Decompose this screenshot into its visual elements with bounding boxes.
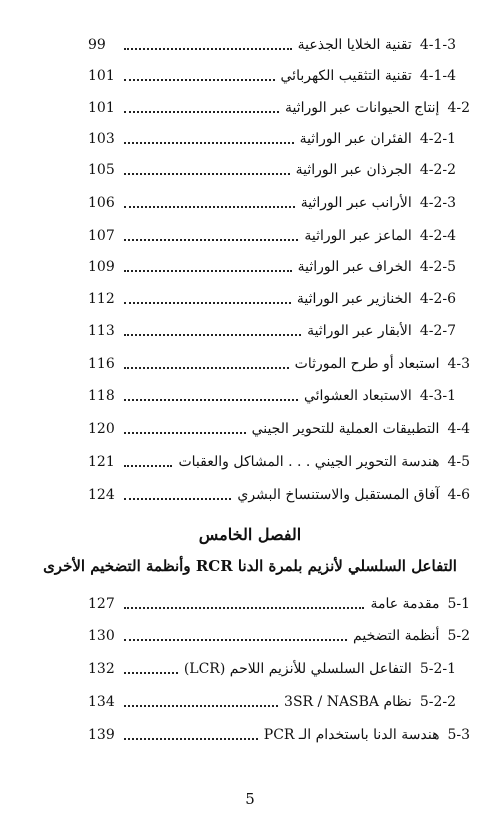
entry-title: مقدمة عامة bbox=[370, 596, 440, 612]
entry-number: 4-2-1 bbox=[419, 131, 456, 147]
entry-title: الفئران عبر الوراثية bbox=[299, 131, 412, 147]
dot-leader bbox=[124, 399, 298, 401]
toc-entry bbox=[88, 657, 456, 681]
entry-page: 132 bbox=[88, 661, 115, 677]
entry-page: 99 bbox=[88, 37, 106, 53]
entry-title: نظام 3SR / NASBA bbox=[284, 694, 412, 710]
entry-page: 109 bbox=[88, 259, 115, 275]
toc-entry bbox=[88, 287, 456, 311]
toc-entry bbox=[88, 224, 456, 248]
entry-page: 101 bbox=[88, 68, 115, 84]
toc-entry bbox=[88, 255, 456, 279]
entry-page: 107 bbox=[88, 228, 115, 244]
entry-title: الخنازير عبر الوراثية bbox=[296, 291, 412, 307]
entry-number: 4-2-2 bbox=[419, 162, 456, 178]
chapter-title: التفاعل السلسلي لأنزيم بلمرة الدنا RCR وأنظمة التضخيم الأخرى bbox=[43, 557, 457, 575]
entry-title: التطبيقات العملية للتحوير الجيني bbox=[251, 421, 440, 437]
entry-number: 4-2-5 bbox=[419, 259, 456, 275]
entry-page: 113 bbox=[88, 323, 115, 339]
entry-title: هندسة الدنا باستخدام الـ PCR bbox=[263, 727, 440, 743]
toc-entry bbox=[88, 158, 456, 182]
entry-title: الأرانب عبر الوراثية bbox=[300, 195, 412, 211]
entry-number: 5-3 bbox=[447, 727, 470, 743]
dot-leader bbox=[124, 206, 295, 208]
toc-entry bbox=[88, 483, 470, 507]
toc-entry bbox=[88, 96, 470, 120]
entry-title: أنظمة التضخيم bbox=[353, 628, 440, 644]
entry-page: 116 bbox=[88, 356, 115, 372]
toc-entry bbox=[88, 417, 470, 441]
entry-page: 120 bbox=[88, 421, 115, 437]
entry-page: 101 bbox=[88, 100, 115, 116]
entry-page: 103 bbox=[88, 131, 115, 147]
entry-page: 121 bbox=[88, 454, 115, 470]
dot-leader bbox=[124, 302, 291, 304]
dot-leader bbox=[124, 738, 258, 740]
toc-entry bbox=[88, 319, 456, 343]
entry-title: إنتاج الحيوانات عبر الوراثية bbox=[284, 100, 440, 116]
entry-page: 105 bbox=[88, 162, 115, 178]
entry-page: 130 bbox=[88, 628, 115, 644]
entry-number: 5-2 bbox=[447, 628, 470, 644]
dot-leader bbox=[124, 367, 289, 369]
entry-title: الأبقار عبر الوراثية bbox=[307, 323, 412, 339]
toc-entry bbox=[88, 450, 470, 474]
toc-entry bbox=[88, 592, 470, 616]
dot-leader bbox=[124, 334, 301, 336]
dot-leader bbox=[124, 48, 292, 50]
entry-number: 4-5 bbox=[447, 454, 470, 470]
toc-entry bbox=[88, 191, 456, 215]
dot-leader bbox=[124, 142, 294, 144]
entry-title: التفاعل السلسلي للأنزيم اللاحم (LCR) bbox=[183, 661, 412, 677]
entry-number: 4-3-1 bbox=[419, 388, 456, 404]
entry-page: 118 bbox=[88, 388, 115, 404]
entry-page: 106 bbox=[88, 195, 115, 211]
dot-leader bbox=[124, 432, 246, 434]
dot-leader bbox=[124, 705, 278, 707]
dot-leader bbox=[124, 672, 178, 674]
entry-title: آفاق المستقبل والاستنساخ البشري bbox=[237, 487, 440, 503]
entry-number: 4-6 bbox=[447, 487, 470, 503]
entry-number: 5-2-1 bbox=[419, 661, 456, 677]
entry-title: استبعاد أو طرح المورثات bbox=[294, 356, 440, 372]
dot-leader bbox=[124, 79, 275, 81]
entry-number: 4-2-4 bbox=[419, 228, 456, 244]
entry-page: 134 bbox=[88, 694, 115, 710]
dot-leader bbox=[124, 465, 172, 467]
dot-leader bbox=[124, 498, 231, 500]
entry-number: 4-3 bbox=[447, 356, 470, 372]
chapter-heading: الفصل الخامس bbox=[198, 525, 302, 544]
dot-leader bbox=[124, 111, 279, 113]
entry-number: 4-1-3 bbox=[419, 37, 456, 53]
dot-leader bbox=[124, 239, 298, 241]
dot-leader bbox=[124, 607, 364, 609]
entry-number: 4-4 bbox=[447, 421, 470, 437]
toc-entry bbox=[88, 127, 456, 151]
entry-number: 5-1 bbox=[447, 596, 470, 612]
entry-number: 4-2-6 bbox=[419, 291, 456, 307]
page-number: 5 bbox=[245, 790, 255, 808]
entry-page: 127 bbox=[88, 596, 115, 612]
toc-entry bbox=[88, 723, 470, 747]
toc-entry bbox=[88, 690, 456, 714]
entry-number: 4-1-4 bbox=[419, 68, 456, 84]
entry-page: 139 bbox=[88, 727, 115, 743]
entry-title: تقنية الخلايا الجذعية bbox=[297, 37, 412, 53]
entry-title: الماعز عبر الوراثية bbox=[304, 228, 412, 244]
toc-entry bbox=[88, 33, 456, 57]
entry-title: هندسة التحوير الجيني . . . المشاكل والعقبات bbox=[178, 454, 440, 470]
dot-leader bbox=[124, 173, 290, 175]
entry-title: الاستبعاد العشوائي bbox=[303, 388, 412, 404]
dot-leader bbox=[124, 270, 292, 272]
entry-title: الجرذان عبر الوراثية bbox=[295, 162, 412, 178]
entry-number: 4-2 bbox=[447, 100, 470, 116]
entry-number: 5-2-2 bbox=[419, 694, 456, 710]
toc-entry bbox=[88, 384, 456, 408]
entry-number: 4-2-7 bbox=[419, 323, 456, 339]
entry-title: الخراف عبر الوراثية bbox=[297, 259, 412, 275]
entry-page: 124 bbox=[88, 487, 115, 503]
toc-entry bbox=[88, 624, 470, 648]
toc-entry bbox=[88, 64, 456, 88]
entry-number: 4-2-3 bbox=[419, 195, 456, 211]
entry-page: 112 bbox=[88, 291, 115, 307]
dot-leader bbox=[124, 639, 347, 641]
entry-title: تقنية التثقيب الكهربائي bbox=[280, 68, 412, 84]
toc-entry bbox=[88, 352, 470, 376]
